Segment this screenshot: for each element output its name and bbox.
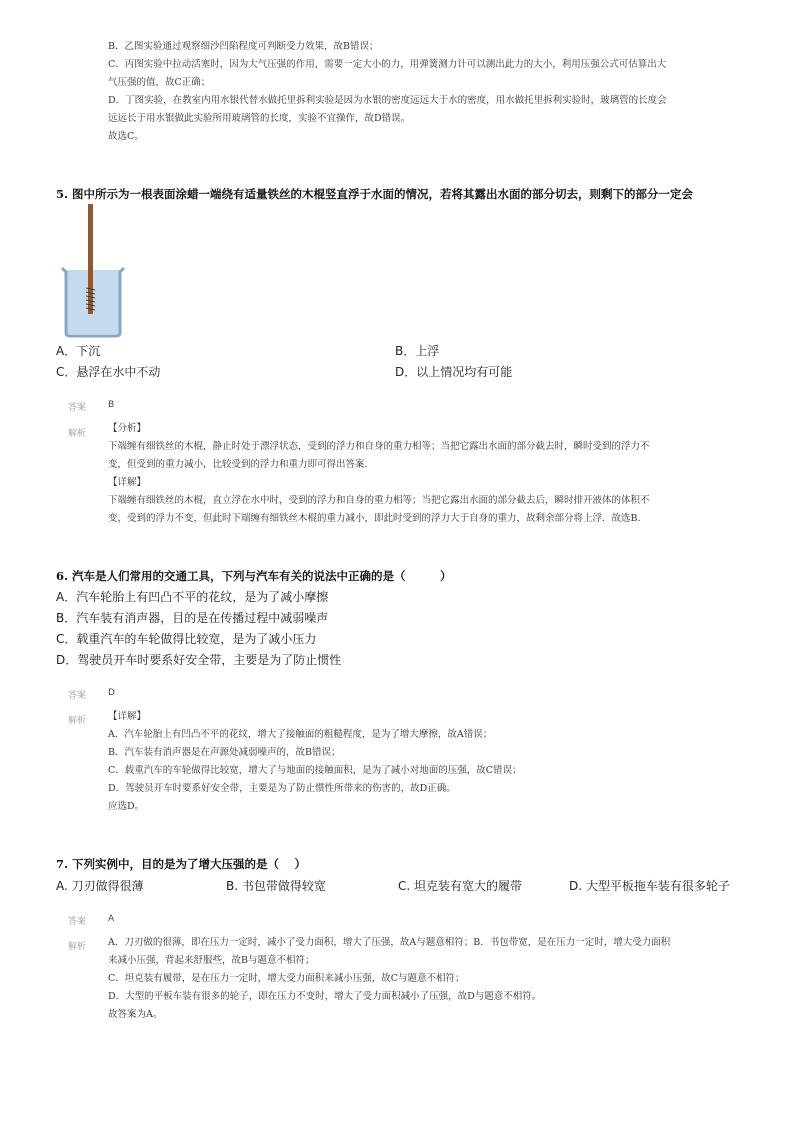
- analysis-line: 【分析】: [108, 423, 147, 434]
- answer-label: 答案: [68, 917, 87, 927]
- q6-analysis: [108, 708, 748, 816]
- q7-option-c: C. 坦克装有宽大的履带: [398, 879, 523, 893]
- explanation-line: D．丁图实验，在教室内用水银代替水做托里拆利实验是因为水银的密度远远大于水的密度，用水做托里拆利实验时，玻璃管的长度会: [108, 95, 667, 106]
- analysis-line: 变，但受到的重力减小，比较受到的浮力和重力即可得出答案.: [108, 459, 368, 470]
- analysis-line: 下端缠有细铁丝的木棍，静止时处于漂浮状态，受到的浮力和自身的重力相等；当把它露出水面的部分截去时，瞬时受到的浮力不: [108, 441, 650, 452]
- explanation-line: 气压强的值，故C正确；: [108, 77, 211, 88]
- analysis-line: C．坦克装有履带，是在压力一定时，增大受力面积来减小压强，故C与题意不相符；: [108, 973, 465, 984]
- analysis-line: 【详解】: [108, 711, 147, 722]
- answer-label: 答案: [68, 691, 87, 701]
- analysis-line: 变，受到的浮力不变，但此时下端缠有细铁丝木棍的重力减小，即此时受到的浮力大于自身的重力，故剩余部分将上浮．故选B.: [108, 513, 641, 524]
- question-5-title: 5. 图中所示为一根表面涂蜡一端绕有适量铁丝的木棍竖直浮于水面的情况，若将其露出水面的部分切去，则剩下的部分一定会: [56, 187, 694, 201]
- analysis-line: A．刀刃做的很薄，即在压力一定时，减小了受力面积，增大了压强，故A与题意相符；B．书包带宽，是在压力一定时，增大受力面积: [108, 937, 671, 948]
- q7-option-b: B. 书包带做得较宽: [226, 879, 326, 893]
- q6-option-b: B．汽车装有消声器，目的是在传播过程中减弱噪声: [56, 611, 329, 625]
- q5-analysis: [108, 420, 748, 528]
- analysis-label: 解析: [68, 942, 87, 952]
- analysis-line: 来减小压强，背起来舒服些，故B与题意不相符；: [108, 955, 315, 966]
- explanation-line: B．乙图实验通过观察细沙凹陷程度可判断受力效果，故B错误；: [108, 41, 379, 52]
- q7-option-a: A. 刀刃做得很薄: [56, 879, 144, 893]
- beaker-figure: [60, 204, 126, 338]
- analysis-label: 解析: [68, 716, 87, 726]
- analysis-line: 应选D。: [108, 801, 145, 812]
- analysis-line: C．载重汽车的车轮做得比较宽，增大了与地面的接触面积，是为了减小对地面的压强，故C错误；: [108, 765, 522, 776]
- answer-value: B: [108, 400, 115, 410]
- q6-option-a: A．汽车轮胎上有凹凸不平的花纹，是为了减小摩擦: [56, 590, 329, 604]
- question-7-title: 7. 下列实例中，目的是为了增大压强的是（ ）: [56, 857, 307, 871]
- q5-option-b: B．上浮: [395, 344, 440, 358]
- explanation-line: C．丙图实验中拉动活塞时，因为大气压强的作用，需要一定大小的力，用弹簧测力计可以测出此力的大小，利用压强公式可估算出大: [108, 59, 667, 70]
- analysis-line: 下端缠有细铁丝的木棍，直立浮在水中时，受到的浮力和自身的重力相等；当把它露出水面的部分截去后，瞬时排开液体的体积不: [108, 495, 650, 506]
- q6-option-c: C．载重汽车的车轮做得比较宽，是为了减小压力: [56, 632, 317, 646]
- previous-explanation: [108, 38, 748, 146]
- answer-value: A: [108, 914, 115, 924]
- q5-option-c: C．悬浮在水中不动: [56, 365, 161, 379]
- explanation-line: 故选C。: [108, 131, 144, 142]
- q7-analysis: [108, 934, 748, 1024]
- analysis-line: 【详解】: [108, 477, 147, 488]
- analysis-line: B．汽车装有消声器是在声源处减弱噪声的，故B错误；: [108, 747, 341, 758]
- answer-value: D: [108, 688, 115, 698]
- analysis-line: D．驾驶员开车时要系好安全带，主要是为了防止惯性所带来的伤害的，故D正确。: [108, 783, 456, 794]
- analysis-line: D．大型的平板车装有很多的轮子，即在压力不变时，增大了受力面积减小了压强，故D与题意不相符。: [108, 991, 542, 1002]
- q6-option-d: D．驾驶员开车时要系好安全带，主要是为了防止惯性: [56, 653, 342, 667]
- analysis-line: 故答案为A。: [108, 1009, 163, 1020]
- answer-label: 答案: [68, 403, 87, 413]
- q5-option-a: A．下沉: [56, 344, 101, 358]
- q7-option-d: D. 大型平板拖车装有很多轮子: [569, 879, 730, 893]
- question-6-title: 6. 汽车是人们常用的交通工具，下列与汽车有关的说法中正确的是（ ）: [56, 569, 452, 583]
- q5-option-d: D．以上情况均有可能: [395, 365, 513, 379]
- analysis-label: 解析: [68, 429, 87, 439]
- analysis-line: A．汽车轮胎上有凹凸不平的花纹，增大了接触面的粗糙程度，是为了增大摩擦，故A错误；: [108, 729, 493, 740]
- explanation-line: 远远长于用水银做此实验所用玻璃管的长度，实验不宜操作，故D错误。: [108, 113, 411, 124]
